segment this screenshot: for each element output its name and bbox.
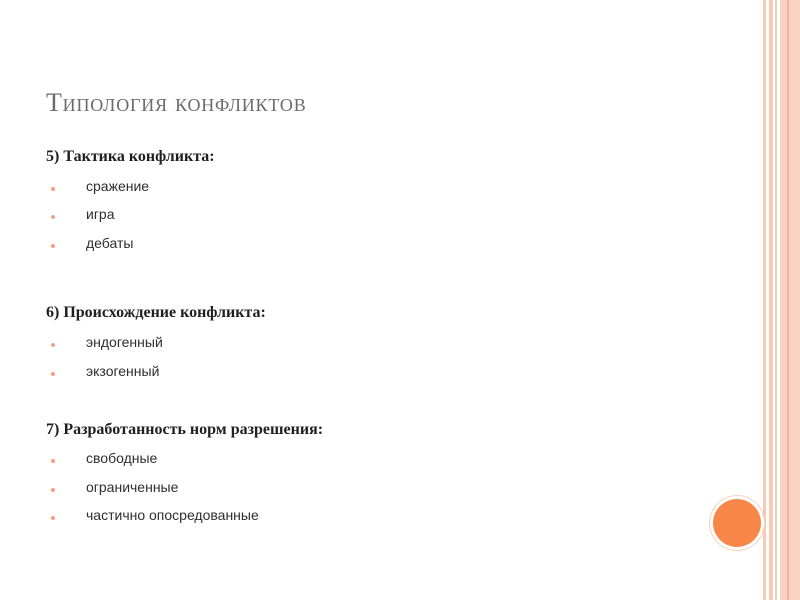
section-heading-resolution-norms: 7) Разработанность норм разрешения:	[46, 421, 324, 438]
bullet-icon	[51, 459, 55, 463]
list-item: дебаты	[86, 235, 134, 251]
bullet-icon	[51, 516, 55, 520]
bullet-icon	[51, 372, 55, 376]
decorative-stripe	[775, 0, 777, 600]
bullet-icon	[51, 215, 55, 219]
list-item: ограниченные	[86, 479, 179, 495]
bullet-icon	[51, 488, 55, 492]
decorative-stripe	[763, 0, 766, 600]
bullet-icon	[51, 343, 55, 347]
bullet-icon	[51, 187, 55, 191]
section-heading-origin: 6) Происхождение конфликта:	[46, 304, 266, 321]
list-item: сражение	[86, 178, 150, 194]
slide-title: Типология конфликтов	[46, 88, 307, 117]
list-item: свободные	[86, 450, 158, 466]
list-item: частично опосредованные	[86, 507, 259, 523]
section-heading-tactics: 5) Тактика конфликта:	[46, 148, 215, 165]
list-item: игра	[86, 206, 115, 222]
bullet-icon	[51, 244, 55, 248]
decorative-circle-icon	[713, 499, 761, 547]
decorative-stripe	[769, 0, 773, 600]
decorative-stripe	[780, 0, 800, 600]
list-item: эндогенный	[86, 334, 163, 350]
list-item: экзогенный	[86, 363, 160, 379]
decorative-stripe	[787, 0, 789, 600]
